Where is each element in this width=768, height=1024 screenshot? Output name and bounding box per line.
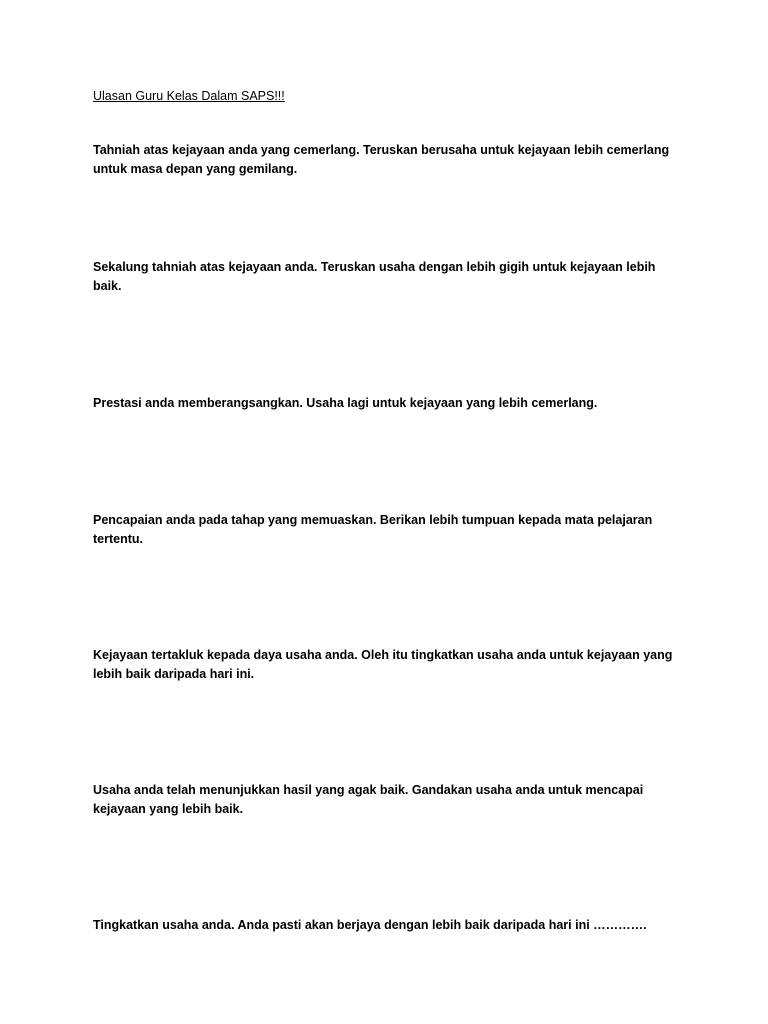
comment-line: Tingkatkan usaha anda. Anda pasti akan berjaya dengan lebih baik daripada hari ini …………. bbox=[93, 918, 647, 932]
comment-line: Tahniah atas kejayaan anda yang cemerlang. Teruskan berusaha untuk kejayaan lebih cemerlang bbox=[93, 143, 670, 157]
comment-paragraph-5 bbox=[93, 646, 683, 683]
comment-paragraph-3 bbox=[93, 394, 683, 413]
comment-line: lebih baik daripada hari ini. bbox=[93, 666, 255, 681]
comment-line: Usaha anda telah menunjukkan hasil yang agak baik. Gandakan usaha anda untuk mencapai bbox=[93, 783, 644, 797]
comment-line: Sekalung tahniah atas kejayaan anda. Teruskan usaha dengan lebih gigih untuk kejayaan lebih bbox=[93, 260, 656, 274]
comment-line: Kejayaan tertakluk kepada daya usaha anda. Oleh itu tingkatkan usaha anda untuk kejayaan yang bbox=[93, 648, 673, 662]
comment-line: Pencapaian anda pada tahap yang memuaskan. Berikan lebih tumpuan kepada mata pelajaran bbox=[93, 513, 653, 527]
comment-paragraph-4 bbox=[93, 511, 683, 548]
comment-line: kejayaan yang lebih baik. bbox=[93, 801, 244, 816]
comment-paragraph-7 bbox=[93, 916, 683, 935]
comment-line: Prestasi anda memberangsangkan. Usaha lagi untuk kejayaan yang lebih cemerlang. bbox=[93, 396, 598, 410]
comment-paragraph-6 bbox=[93, 781, 683, 818]
comment-line: tertentu. bbox=[93, 531, 143, 546]
comment-paragraph-1 bbox=[93, 141, 683, 178]
comment-paragraph-2 bbox=[93, 258, 683, 295]
document-title: Ulasan Guru Kelas Dalam SAPS!!! bbox=[93, 89, 285, 103]
comment-line: baik. bbox=[93, 278, 122, 293]
comment-line: untuk masa depan yang gemilang. bbox=[93, 161, 298, 176]
